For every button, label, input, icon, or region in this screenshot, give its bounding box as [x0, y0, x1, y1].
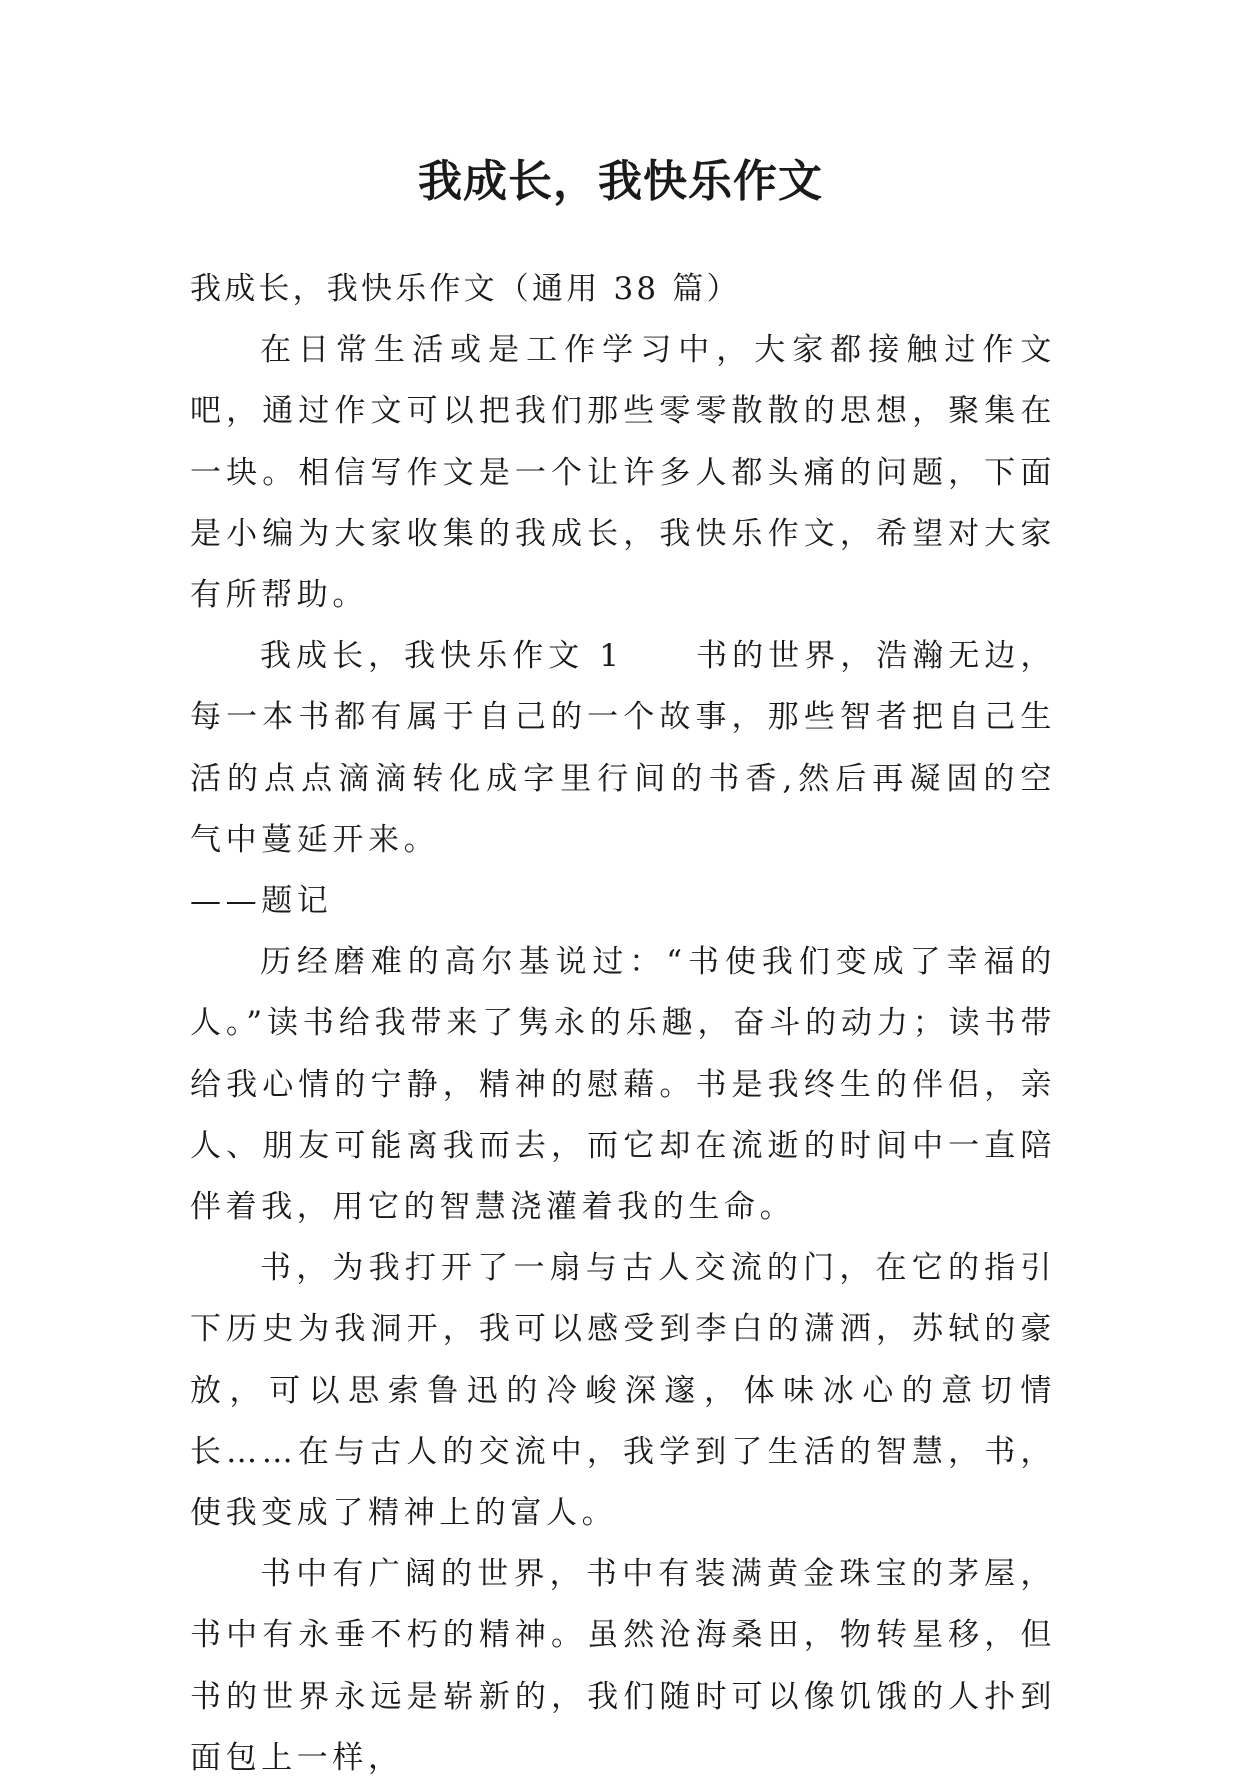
document-body: [190, 259, 1056, 1789]
document-subtitle: 我成长，我快乐作文（通用 38 篇）: [190, 271, 741, 307]
paragraph-world-of-books: 书中有广阔的世界，书中有装满黄金珠宝的茅屋，书中有永垂不朽的精神。虽然沧海桑田，物转星移，但书的世界永远是崭新的，我们随时可以像饥饿的人扑到面包上一样，: [190, 1556, 1056, 1776]
paragraph-essay-1-opening: 我成长，我快乐作文 1 书的世界，浩瀚无边，每一本书都有属于自己的一个故事，那些智者把自己生活的点点滴滴转化成字里行间的书香,然后再凝固的空气中蔓延开来。: [190, 638, 1056, 858]
paragraph-gorky-quote: 历经磨难的高尔基说过：“书使我们变成了幸福的人。”读书给我带来了隽永的乐趣，奋斗的动力；读书带给我心情的宁静，精神的慰藉。书是我终生的伴侣，亲人、朋友可能离我而去，而它却在流逝的时间中一直陪伴着我，用它的智慧浇灌着我的生命。: [190, 944, 1056, 1226]
paragraph-intro: 在日常生活或是工作学习中，大家都接触过作文吧，通过作文可以把我们那些零零散散的思想，聚集在一块。相信写作文是一个让许多人都头痛的问题，下面是小编为大家收集的我成长，我快乐作文，希望对大家有所帮助。: [190, 332, 1056, 614]
epigraph-attribution: ——题记: [190, 883, 333, 920]
paragraph-ancients: 书，为我打开了一扇与古人交流的门，在它的指引下历史为我洞开，我可以感受到李白的潇洒，苏轼的豪放，可以思索鲁迅的冷峻深邃，体味冰心的意切情长……在与古人的交流中，我学到了生活的智慧，书，使我变成了精神上的富人。: [190, 1250, 1056, 1532]
document-title: 我成长，我快乐作文: [418, 156, 823, 207]
